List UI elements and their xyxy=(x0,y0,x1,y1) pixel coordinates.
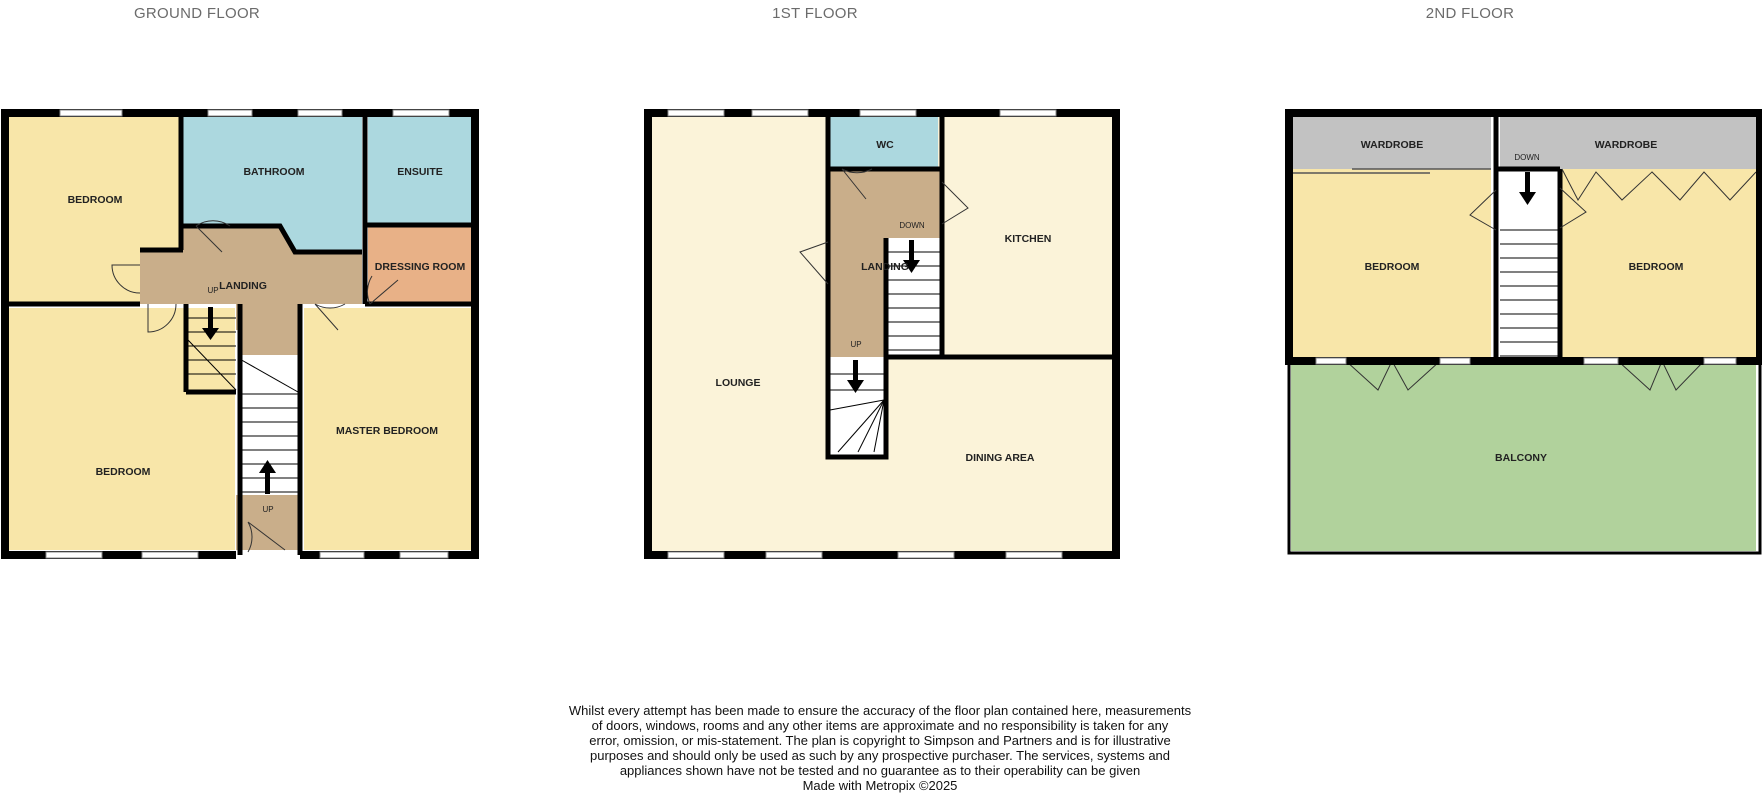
second-balcony-label: BALCONY xyxy=(1495,452,1547,464)
disclaimer-line: of doors, windows, rooms and any other items are approximate and no responsibility is taken for any xyxy=(591,718,1169,733)
disclaimer-line: Made with Metropix ©2025 xyxy=(802,778,958,793)
window xyxy=(860,110,916,116)
window xyxy=(208,110,252,116)
first-kitchen-label: KITCHEN xyxy=(1004,233,1052,245)
ground-bathroom-label: BATHROOM xyxy=(243,166,305,178)
ground-dressing-room-label: DRESSING ROOM xyxy=(374,261,466,273)
ground-floor-title: GROUND FLOOR xyxy=(133,5,261,22)
second-wardrobe-right-label: WARDROBE xyxy=(1594,139,1658,151)
ground-stair-up-label-top: UP xyxy=(207,286,219,295)
window xyxy=(142,552,198,558)
disclaimer-line: appliances shown have not be tested and no guarantee as to their operability can be given xyxy=(619,763,1141,778)
second-stair-down-label: DOWN xyxy=(1514,153,1540,162)
ground-bedroom-top-label: BEDROOM xyxy=(67,194,123,206)
window xyxy=(1006,552,1062,558)
ground-landing-label: LANDING xyxy=(219,280,267,292)
disclaimer-line: error, omission, or mis-statement. The plan is copyright to Simpson and Partners and is for illustrative xyxy=(589,733,1171,748)
disclaimer-line: purposes and should only be used as such by any prospective purchaser. The services, systems and xyxy=(589,748,1171,763)
window xyxy=(1316,358,1346,364)
ground-floor-plan xyxy=(5,5,475,558)
window xyxy=(1000,110,1056,116)
second-wardrobe-left-label: WARDROBE xyxy=(1360,139,1424,151)
ground-ensuite-label: ENSUITE xyxy=(397,166,443,178)
window xyxy=(1704,358,1736,364)
first-floor-plan xyxy=(648,5,1120,558)
window xyxy=(1440,358,1470,364)
window xyxy=(668,552,724,558)
first-stair-down-label: DOWN xyxy=(899,221,925,230)
window xyxy=(60,110,122,116)
second-floor-plan xyxy=(1289,5,1760,553)
window xyxy=(320,552,364,558)
second-bedroom-right-label: BEDROOM xyxy=(1628,261,1684,273)
first-landing-label: LANDING xyxy=(861,261,909,273)
first-wc-label: WC xyxy=(876,139,894,151)
window xyxy=(298,110,342,116)
window xyxy=(898,552,954,558)
window xyxy=(1584,358,1618,364)
ground-entrance-area xyxy=(236,495,298,550)
ground-bedroom-bottom-label: BEDROOM xyxy=(95,466,151,478)
window xyxy=(668,110,724,116)
window xyxy=(400,552,448,558)
ground-bedroom-bottom-area xyxy=(9,308,235,550)
window xyxy=(752,110,808,116)
disclaimer xyxy=(569,703,1192,793)
disclaimer-line: Whilst every attempt has been made to ensure the accuracy of the floor plan contained here, measurements xyxy=(568,703,1192,718)
second-bedroom-left-label: BEDROOM xyxy=(1364,261,1420,273)
first-floor-title: 1ST FLOOR xyxy=(772,5,858,22)
window xyxy=(766,552,822,558)
ground-stair-up-label-bottom: UP xyxy=(262,505,274,514)
first-lounge-label: LOUNGE xyxy=(715,377,761,389)
first-stair-up-label: UP xyxy=(850,340,862,349)
ground-master-bedroom-label: MASTER BEDROOM xyxy=(335,425,439,437)
second-floor-title: 2ND FLOOR xyxy=(1425,5,1515,22)
window xyxy=(393,110,449,116)
first-dining-area-label: DINING AREA xyxy=(965,452,1035,464)
window xyxy=(46,552,102,558)
